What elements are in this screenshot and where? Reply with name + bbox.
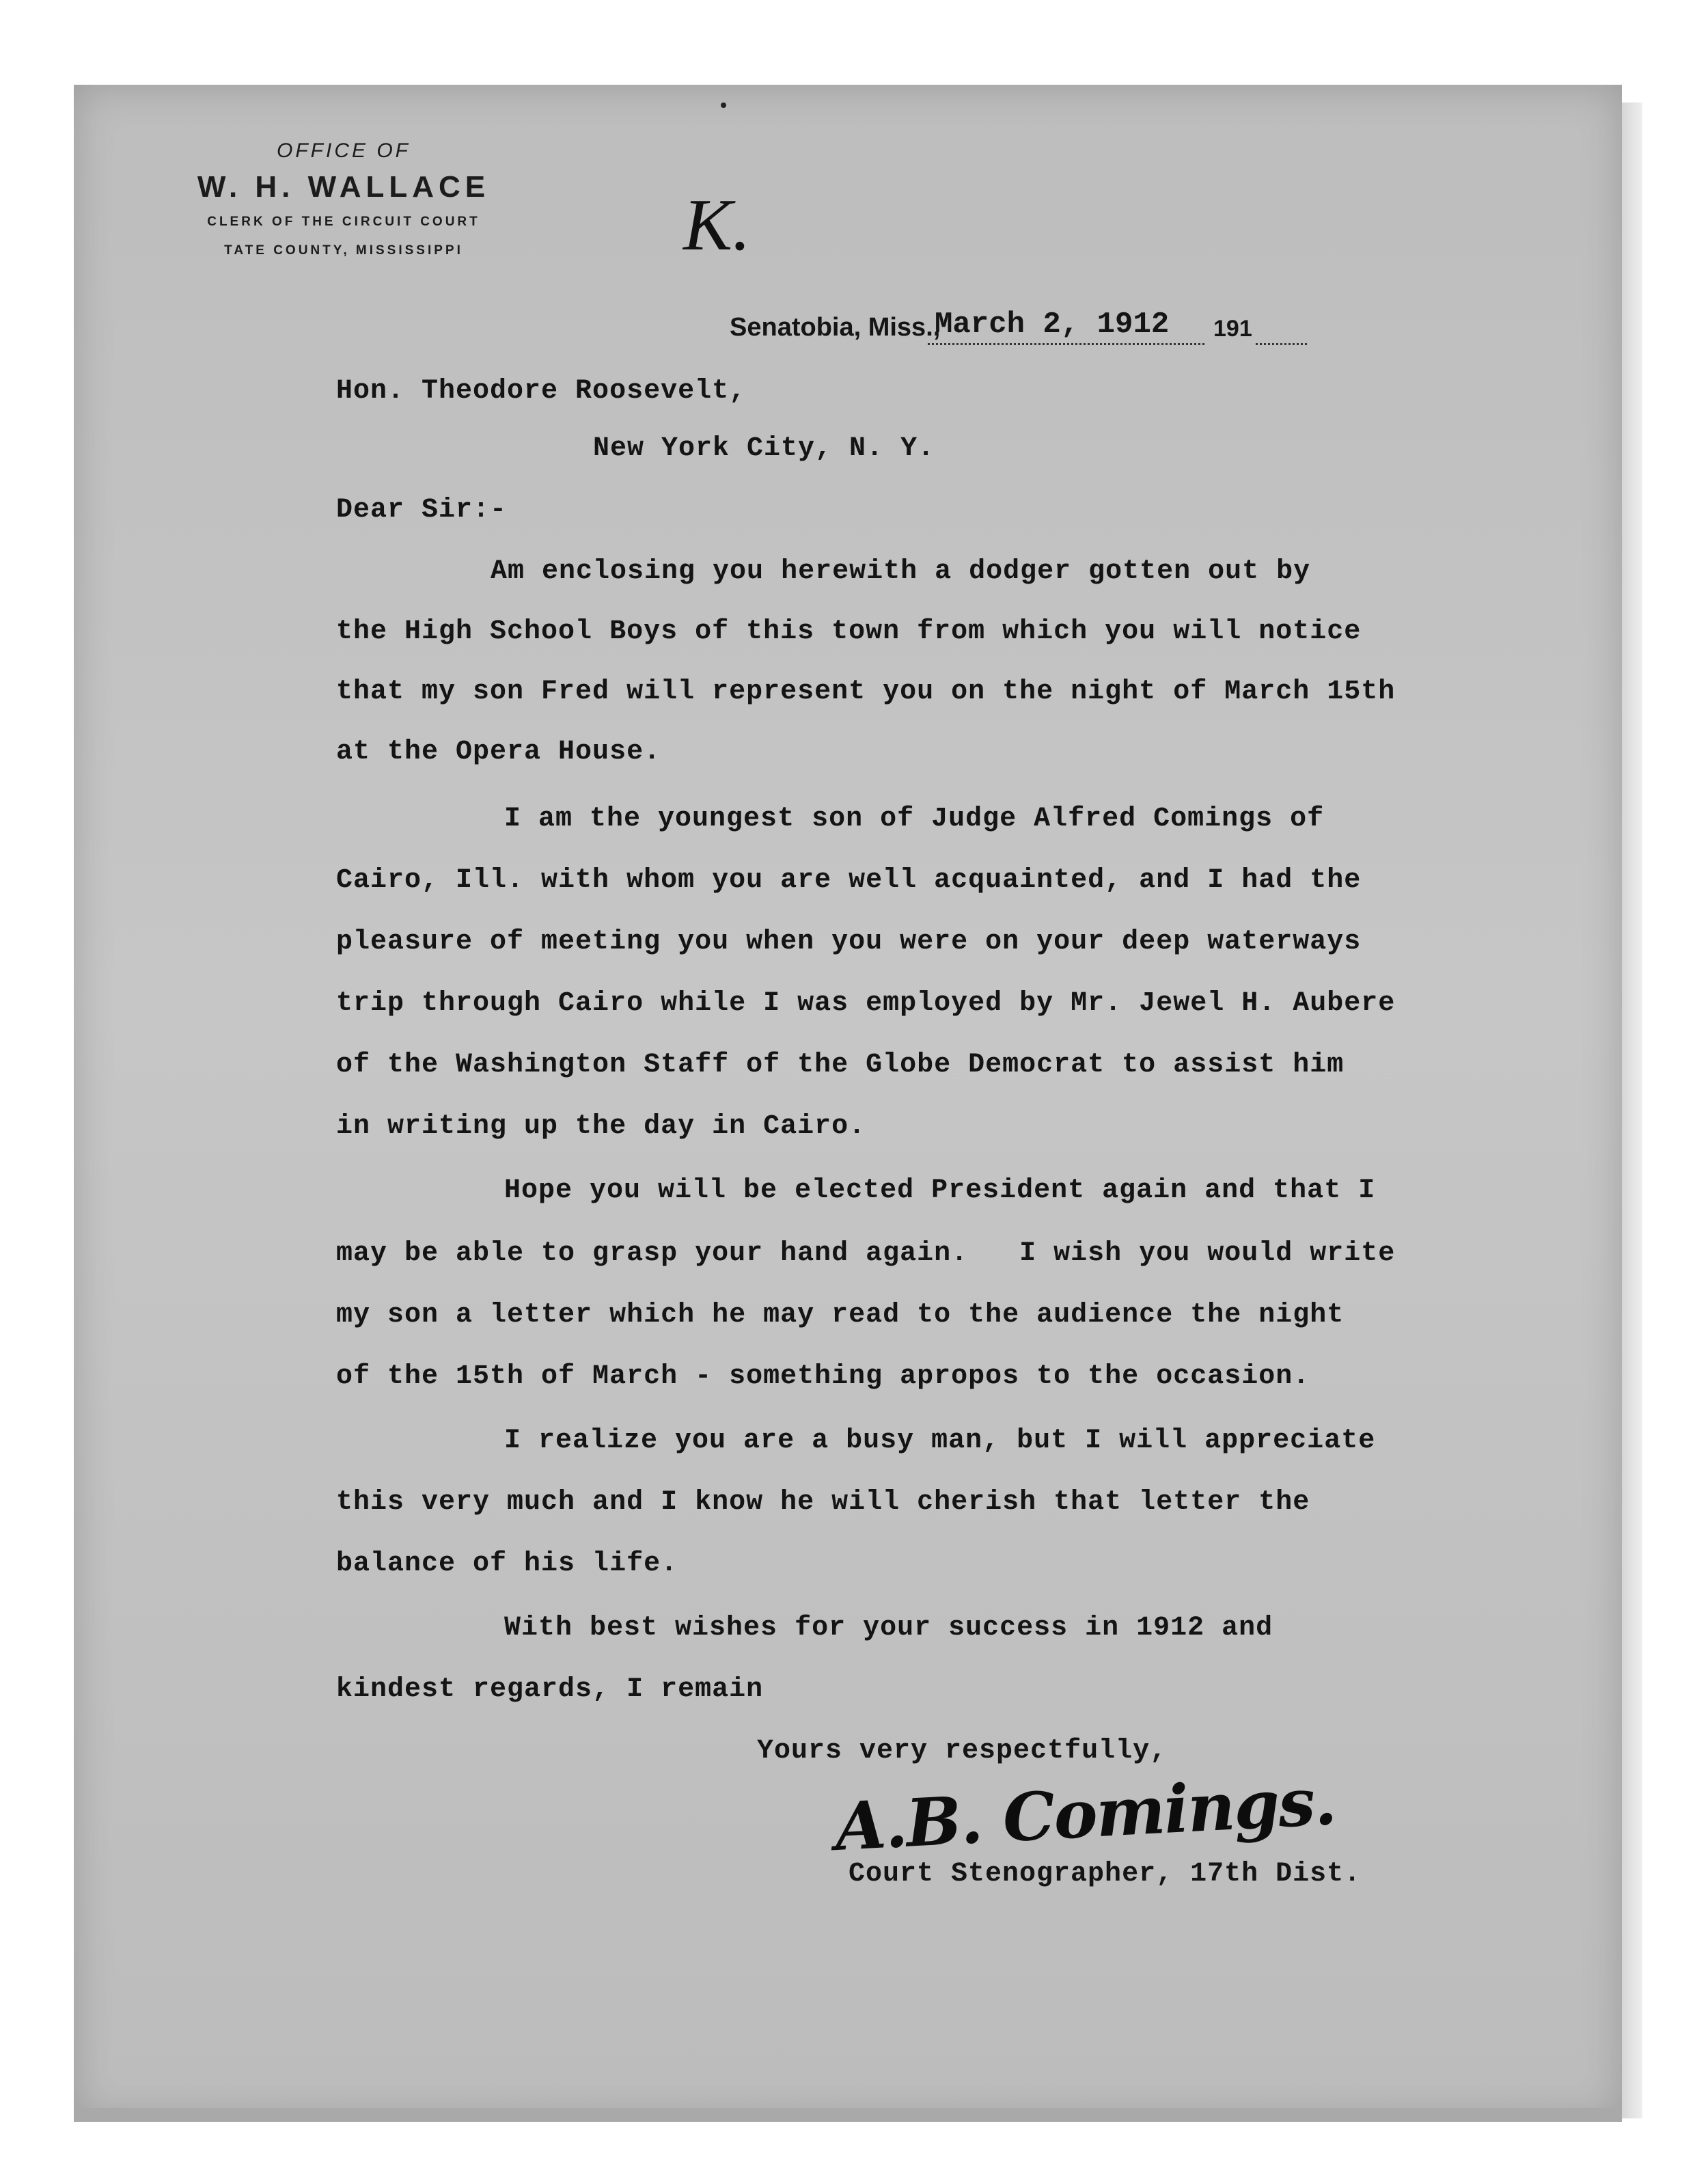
- letterhead-clerk: CLERK OF THE CIRCUIT COURT: [207, 215, 480, 229]
- dateline-rule: [928, 343, 1204, 345]
- recipient-name: Hon. Theodore Roosevelt,: [336, 376, 747, 407]
- paragraph-line: of the Washington Staff of the Globe Democrat to assist him: [336, 1050, 1345, 1080]
- paragraph-line: kindest regards, I remain: [336, 1674, 764, 1705]
- salutation: Dear Sir:-: [336, 495, 508, 525]
- paragraph-line: I am the youngest son of Judge Alfred Comings of: [504, 804, 1325, 834]
- handwritten-signature: A.B. Comings.: [833, 1762, 1338, 1866]
- paragraph-line: trip through Cairo while I was employed by Mr. Jewel H. Aubere: [336, 988, 1396, 1019]
- closing: Yours very respectfully,: [757, 1736, 1168, 1766]
- paragraph-line: this very much and I know he will cherish that letter the: [336, 1487, 1310, 1518]
- letterhead-name: W. H. WALLACE: [197, 170, 491, 204]
- dateline-rule: [1256, 343, 1307, 345]
- paragraph-line: balance of his life.: [336, 1548, 678, 1579]
- sheet-bottom-edge: [74, 2108, 1622, 2122]
- paragraph-line: may be able to grasp your hand again. I wish you would write: [336, 1238, 1396, 1269]
- paragraph-line: Am enclosing you herewith a dodger gotten out by: [491, 556, 1311, 587]
- paragraph-line: in writing up the day in Cairo.: [336, 1111, 866, 1142]
- paragraph-line: Hope you will be elected President again and that I: [504, 1175, 1376, 1206]
- recipient-city: New York City, N. Y.: [593, 433, 935, 464]
- paragraph-line: I realize you are a busy man, but I will appreciate: [504, 1425, 1376, 1456]
- dateline-date: March 2, 1912: [935, 308, 1170, 342]
- paragraph-line: that my son Fred will represent you on the night of March 15th: [336, 677, 1396, 707]
- sheet-edge: [1622, 103, 1642, 2118]
- paragraph-line: at the Opera House.: [336, 737, 661, 767]
- dateline-place: Senatobia, Miss.,: [730, 313, 941, 342]
- dateline: [730, 308, 1310, 355]
- paragraph-line: of the 15th of March - something apropos to the occasion.: [336, 1361, 1310, 1392]
- paragraph-line: pleasure of meeting you when you were on your deep waterways: [336, 927, 1362, 957]
- ink-speck: [721, 103, 726, 108]
- signer-title: Court Stenographer, 17th Dist.: [849, 1859, 1362, 1889]
- paragraph-line: Cairo, Ill. with whom you are well acquainted, and I had the: [336, 865, 1362, 896]
- letterhead-office-of: OFFICE OF: [277, 139, 411, 162]
- paragraph-line: the High School Boys of this town from which you will notice: [336, 616, 1362, 647]
- letterhead-county: TATE COUNTY, MISSISSIPPI: [224, 243, 463, 258]
- handwritten-file-mark: K.: [683, 185, 752, 266]
- paragraph-line: my son a letter which he may read to the audience the night: [336, 1300, 1345, 1330]
- letterhead: [156, 135, 532, 265]
- dateline-year-prefix: 191: [1213, 316, 1252, 342]
- paragraph-line: With best wishes for your success in 1912 and: [504, 1613, 1273, 1643]
